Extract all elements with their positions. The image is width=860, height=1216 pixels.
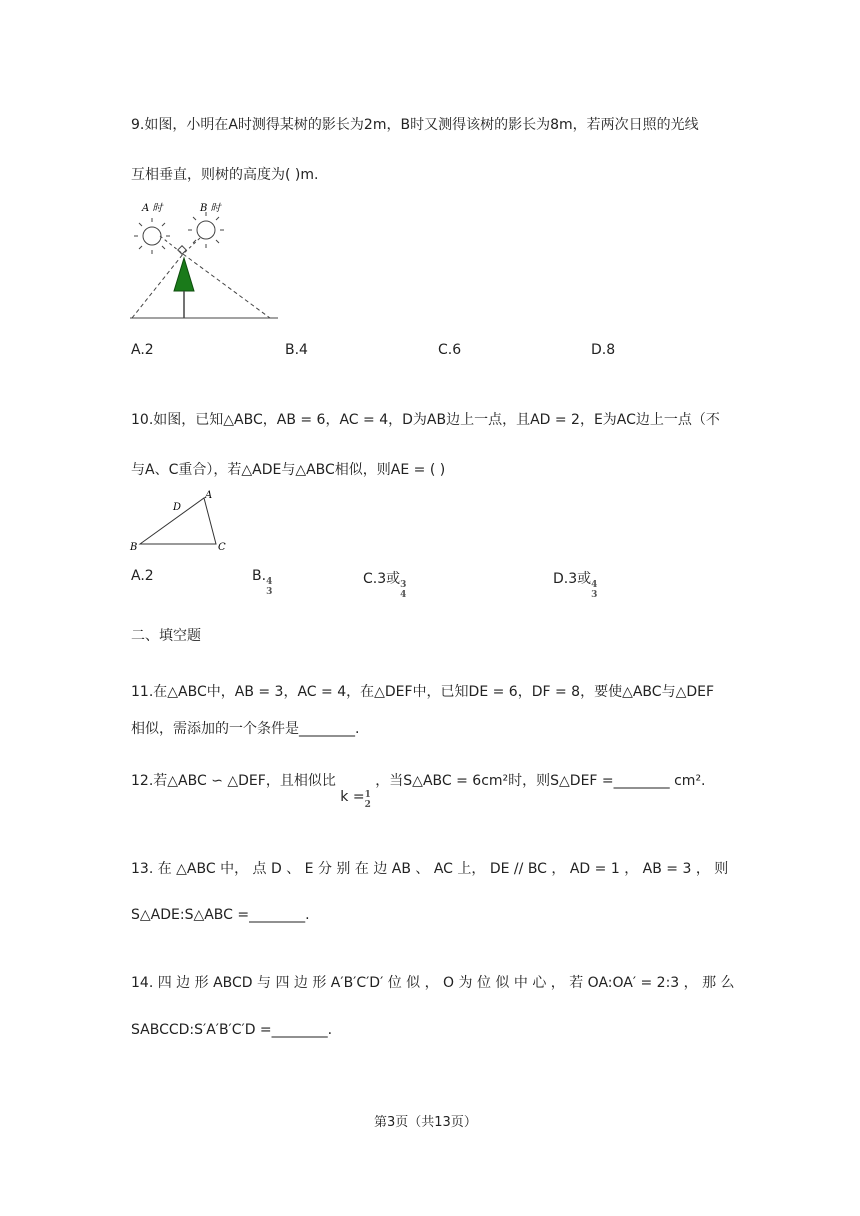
q9-option-a: A.2 xyxy=(131,342,154,358)
tree-icon xyxy=(174,258,194,291)
q9-option-d: D.8 xyxy=(591,342,616,358)
ray-b-upper xyxy=(183,238,200,254)
page-footer: 第3页（共13页） xyxy=(374,1115,477,1130)
q10-option-d-label: D.3或 xyxy=(553,571,592,587)
q9-label-b: B 时 xyxy=(200,203,221,214)
q10-line2: 与A、C重合），若△ADE与△ABC相似，则AE = ( ) xyxy=(131,462,446,478)
q9-label-a: A 时 xyxy=(142,203,163,214)
q12-line xyxy=(131,770,706,810)
q10-option-b-fraction: 4 3 xyxy=(266,577,273,597)
q9-line2: 互相垂直，则树的高度为( )m. xyxy=(131,167,319,183)
q13-line1: 13. 在 △ABC 中， 点 D 、 E 分 别 在 边 AB 、 AC 上， DE // BC ， AD = 1 ， AB = 3 ， 则 xyxy=(131,861,729,877)
label-d: D xyxy=(173,502,182,513)
q11-line2: 相似，需添加的一个条件是________. xyxy=(131,721,360,737)
q10-option-d xyxy=(553,568,597,600)
q10-option-c xyxy=(363,568,406,600)
q14-line2: SABCCD:S′A′B′C′D =________. xyxy=(131,1022,333,1038)
q10-option-c-label: C.3或 xyxy=(363,571,401,587)
q12-ratio: k = 1 2 xyxy=(340,789,371,810)
q13-line2: S△ADE:S△ABC =________. xyxy=(131,907,310,923)
q9-figure-tree-shadow xyxy=(128,198,288,322)
q10-option-c-fraction: 3 4 xyxy=(400,580,407,600)
q10-figure-triangle xyxy=(128,486,238,558)
q10-option-b-label: B. xyxy=(252,568,267,584)
sun-b-icon xyxy=(188,212,224,248)
q10-option-d-fraction: 4 3 xyxy=(591,580,598,600)
q10-option-a: A.2 xyxy=(131,568,154,584)
label-b: B xyxy=(130,542,138,553)
q11-line1: 11.在△ABC中，AB = 3，AC = 4，在△DEF中，已知DE = 6，DF = 8，要使△ABC与△DEF xyxy=(131,684,715,700)
q12-pre: 12.若△ABC ∽ △DEF，且相似比 xyxy=(131,773,336,789)
q9-option-c: C.6 xyxy=(438,342,462,358)
q9-line1: 9.如图，小明在A时测得某树的影长为2m，B时又测得该树的影长为8m，若两次日照的光线 xyxy=(131,117,699,133)
label-a: A xyxy=(205,490,213,501)
q10-option-b xyxy=(252,568,272,597)
label-c: C xyxy=(218,542,226,553)
right-angle-mark xyxy=(178,246,186,254)
section-title-fill-in: 二、填空题 xyxy=(131,628,201,644)
q14-line1: 14. 四 边 形 ABCD 与 四 边 形 A′B′C′D′ 位 似 ， O 为 位 似 中 心 ， 若 OA:OA′ = 2:3 ， 那 么 xyxy=(131,975,735,991)
q9-option-b: B.4 xyxy=(285,342,308,358)
sun-a-icon xyxy=(134,218,170,254)
light-ray-b xyxy=(183,254,270,318)
q10-line1: 10.如图，已知△ABC，AB = 6，AC = 4，D为AB边上一点，且AD = 2，E为AC边上一点（不 xyxy=(131,412,720,428)
q12-post: ，当S△ABC = 6cm²时，则S△DEF =________ cm². xyxy=(375,773,706,789)
